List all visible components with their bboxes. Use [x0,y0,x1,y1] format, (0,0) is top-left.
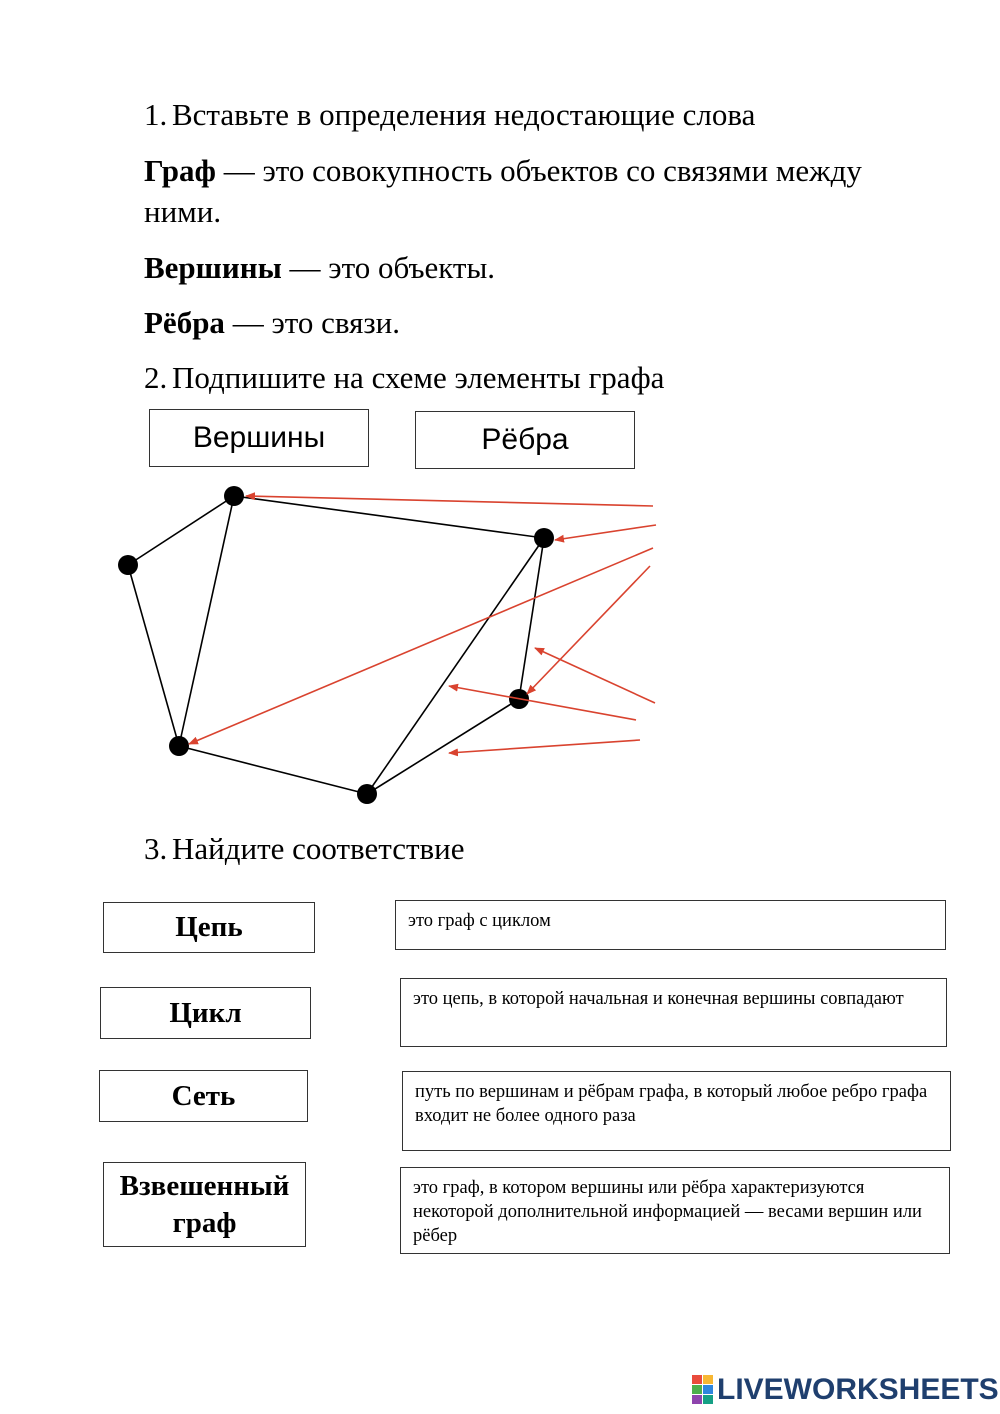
definition-box-3[interactable] [402,1071,951,1151]
task2-heading-text: Подпишите на схеме элементы графа [172,360,665,395]
definition-box-1[interactable] [395,900,946,950]
term-cycle: Цикл [169,996,242,1029]
term-box-cycle[interactable] [100,987,311,1039]
term-network: Сеть [171,1079,236,1112]
graph-edge [179,746,367,794]
term-box-weighted-graph[interactable] [103,1162,306,1247]
brand-name: LIVEWORKSHEETS [717,1373,999,1406]
label-vertices: Вершины [192,421,326,454]
definition-2: это цепь, в которой начальная и конечная вершины совпадают [413,989,904,1009]
task3-number: 3. [144,831,168,866]
definition-3: путь по вершинам и рёбрам графа, в который любое ребро графа входит не более одного раза [415,1082,928,1126]
task1-number: 1. [144,97,168,132]
definition-graph: Граф — это совокупность объектов со связями между ними. [144,153,862,229]
graph-edge [128,565,179,746]
graph-vertex [224,486,244,506]
task2-number: 2. [144,360,168,395]
definition-1: это граф с циклом [408,911,551,931]
term-weighted-graph: Взвешенный граф [119,1169,290,1239]
definition-term: Граф [144,153,216,188]
graph-vertex [357,784,377,804]
graph-edge [128,496,234,565]
definition-text: это связи. [271,305,400,340]
definition-term: Вершины [144,250,282,285]
definition-text: это объекты. [328,250,496,285]
definition-edges: Рёбра — это связи. [144,305,400,340]
term-box-network[interactable] [99,1070,308,1122]
definition-4: это граф, в котором вершины или рёбра характеризуются некоторой дополнительной информацией — весами вершин или рёбер [413,1178,922,1246]
graph-edge [367,538,544,794]
pointer-arrow [449,686,636,720]
definition-vertices: Вершины — это объекты. [144,250,496,285]
pointer-arrow [449,740,640,753]
definition-term: Рёбра [144,305,225,340]
graph-edge [367,699,519,794]
pointer-arrow [535,648,655,703]
graph-edge [519,538,544,699]
graph-vertex [118,555,138,575]
task1-heading-text: Вставьте в определения недостающие слова [172,97,756,132]
definition-box-2[interactable] [400,978,947,1047]
pointer-arrow [527,566,650,694]
definition-text: это совокупность объектов со связями между ними. [144,153,862,229]
label-edges: Рёбра [481,423,569,456]
definition-box-4[interactable] [400,1167,950,1254]
graph-vertex [534,528,554,548]
term-chain: Цепь [175,911,243,943]
task3-heading-text: Найдите соответствие [172,831,465,866]
task3-heading [144,828,465,869]
liveworksheets-logo-icon [692,1375,714,1405]
graph-edge [179,496,234,746]
brand-logo [692,1374,999,1406]
pointer-arrow [555,525,656,540]
term-box-chain[interactable] [103,902,315,953]
pointer-arrow [246,496,653,506]
graph-vertex [169,736,189,756]
